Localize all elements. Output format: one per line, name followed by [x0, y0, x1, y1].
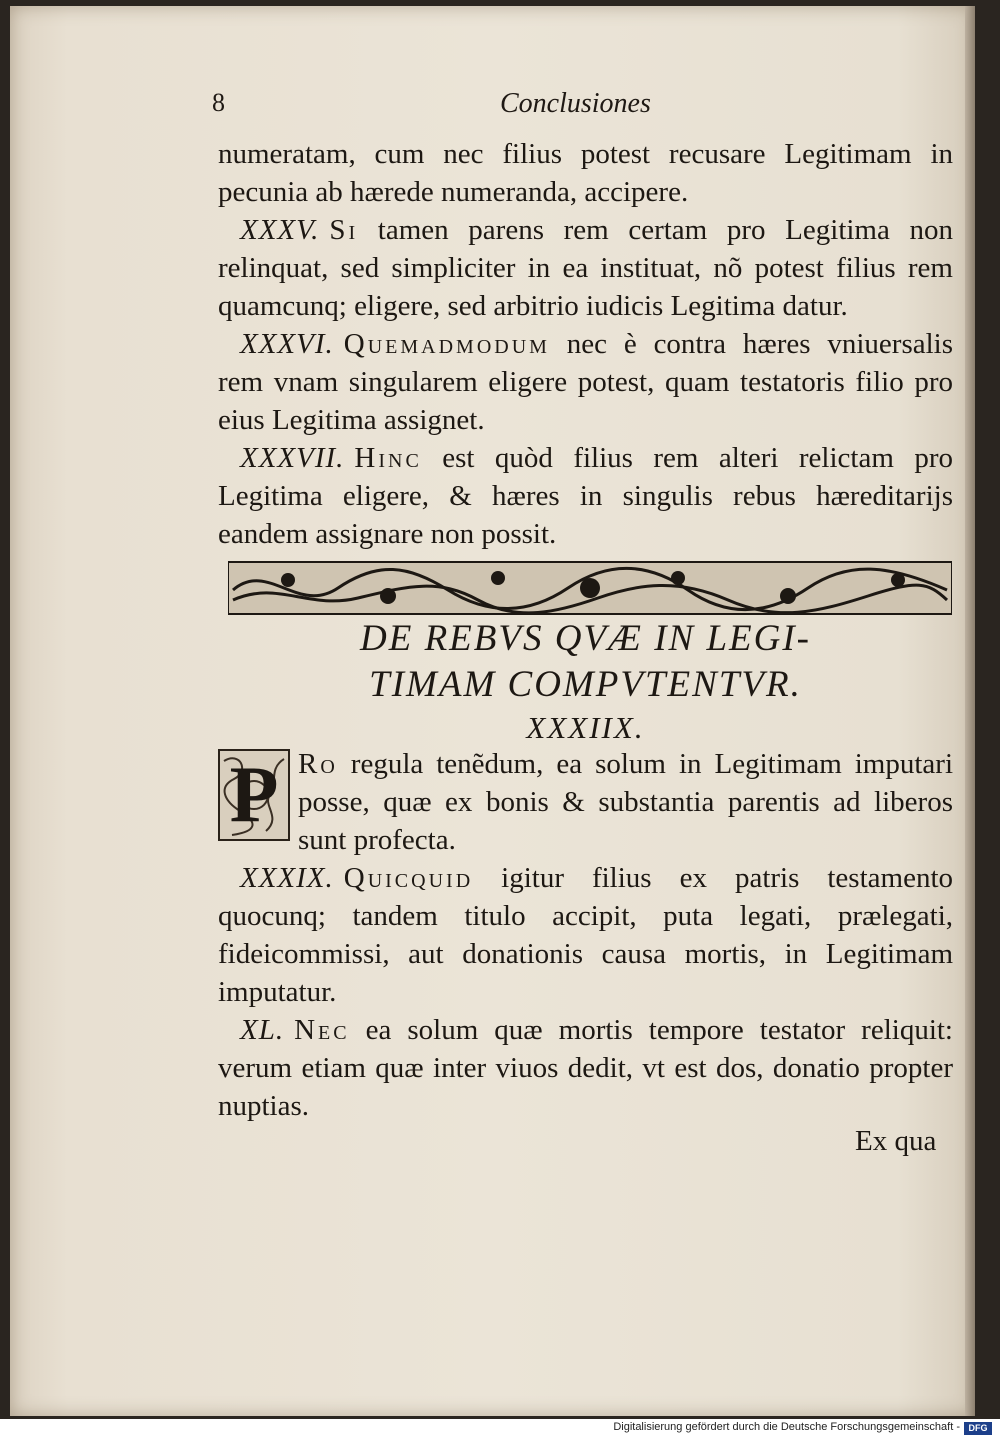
paragraph-xxxvii — [218, 439, 953, 553]
paragraph-continuation — [218, 135, 953, 211]
footer-bar — [0, 1419, 1000, 1439]
ornament-band — [228, 560, 952, 616]
page-edge — [965, 6, 975, 1416]
opening-word: Hinc — [354, 442, 422, 474]
conclusion-number: XXXIX. — [240, 862, 334, 894]
paragraph-text: ea solum quæ mortis tempore testator reliquit: verum etiam quæ inter viuos dedit, vt est dos, donatio propter nuptias. — [218, 1014, 953, 1122]
text-block-top — [218, 135, 953, 553]
footer-credit: Digitalisierung gefördert durch die Deutsche Forschungsgemeinschaft - — [613, 1421, 960, 1433]
decorated-initial — [218, 749, 290, 841]
catchword: Ex qua — [855, 1125, 937, 1157]
opening-word: Si — [329, 214, 359, 246]
paragraph-xxxvi — [218, 325, 953, 439]
running-head — [200, 88, 970, 128]
section-heading-line: DE REBVS QVÆ IN LEGI- — [360, 618, 811, 659]
opening-word: Quicquid — [343, 862, 474, 894]
paragraph-text: numeratam, cum nec filius potest recusare Legitimam in pecunia ab hærede numeranda, accipere. — [218, 138, 953, 208]
section-heading — [218, 616, 953, 708]
conclusion-number: XXXVII. — [240, 442, 345, 474]
paragraph-text: regula tenẽdum, ea solum in Legitimam imputari posse, quæ ex bonis & substantia parentis ad liberos sunt profecta. — [298, 748, 953, 856]
opening-word: Ro — [298, 748, 338, 780]
page-number: 8 — [212, 88, 225, 117]
conclusion-number: XXXV. — [240, 214, 320, 246]
paragraph-text: tamen parens rem certam pro Legitima non relinquat, sed simpliciter in ea instituat, nõ potest filius rem quamcunq; eligere, sed arbitrio iudicis Legitima datur. — [218, 214, 953, 322]
section-heading-line: TIMAM COMPVTENTVR. — [369, 664, 802, 705]
dfg-logo: DFG — [964, 1422, 992, 1435]
text-block-bottom — [218, 745, 953, 1125]
opening-word: Quemadmodum — [343, 328, 550, 360]
paragraph-xxxiix — [218, 745, 953, 859]
paragraph-xl — [218, 1011, 953, 1125]
paragraph-text: igitur filius ex patris testamento quocunq; tandem titulo accipit, puta legati, prælegati, fideicommissi, aut donationis causa mortis, in Legitimam imputatur. — [218, 862, 953, 1008]
conclusion-number: XXXVI. — [240, 328, 334, 360]
running-title: Conclusiones — [500, 88, 651, 119]
paragraph-text: nec è contra hæres vniuersalis rem vnam singularem eligere potest, quam testatoris filio pro eius Legitima assignet. — [218, 328, 953, 436]
paragraph-text: est quòd filius rem alteri relictam pro Legitima eligere, & hæres in singulis rebus hæreditarijs eandem assignare non possit. — [218, 442, 953, 550]
initial-letter: P — [229, 751, 279, 839]
section-number: XXXIIX. — [526, 710, 645, 745]
paragraph-xxxv — [218, 211, 953, 325]
paragraph-xxxix — [218, 859, 953, 1011]
opening-word: Nec — [294, 1014, 350, 1046]
conclusion-number: XL. — [240, 1014, 285, 1046]
